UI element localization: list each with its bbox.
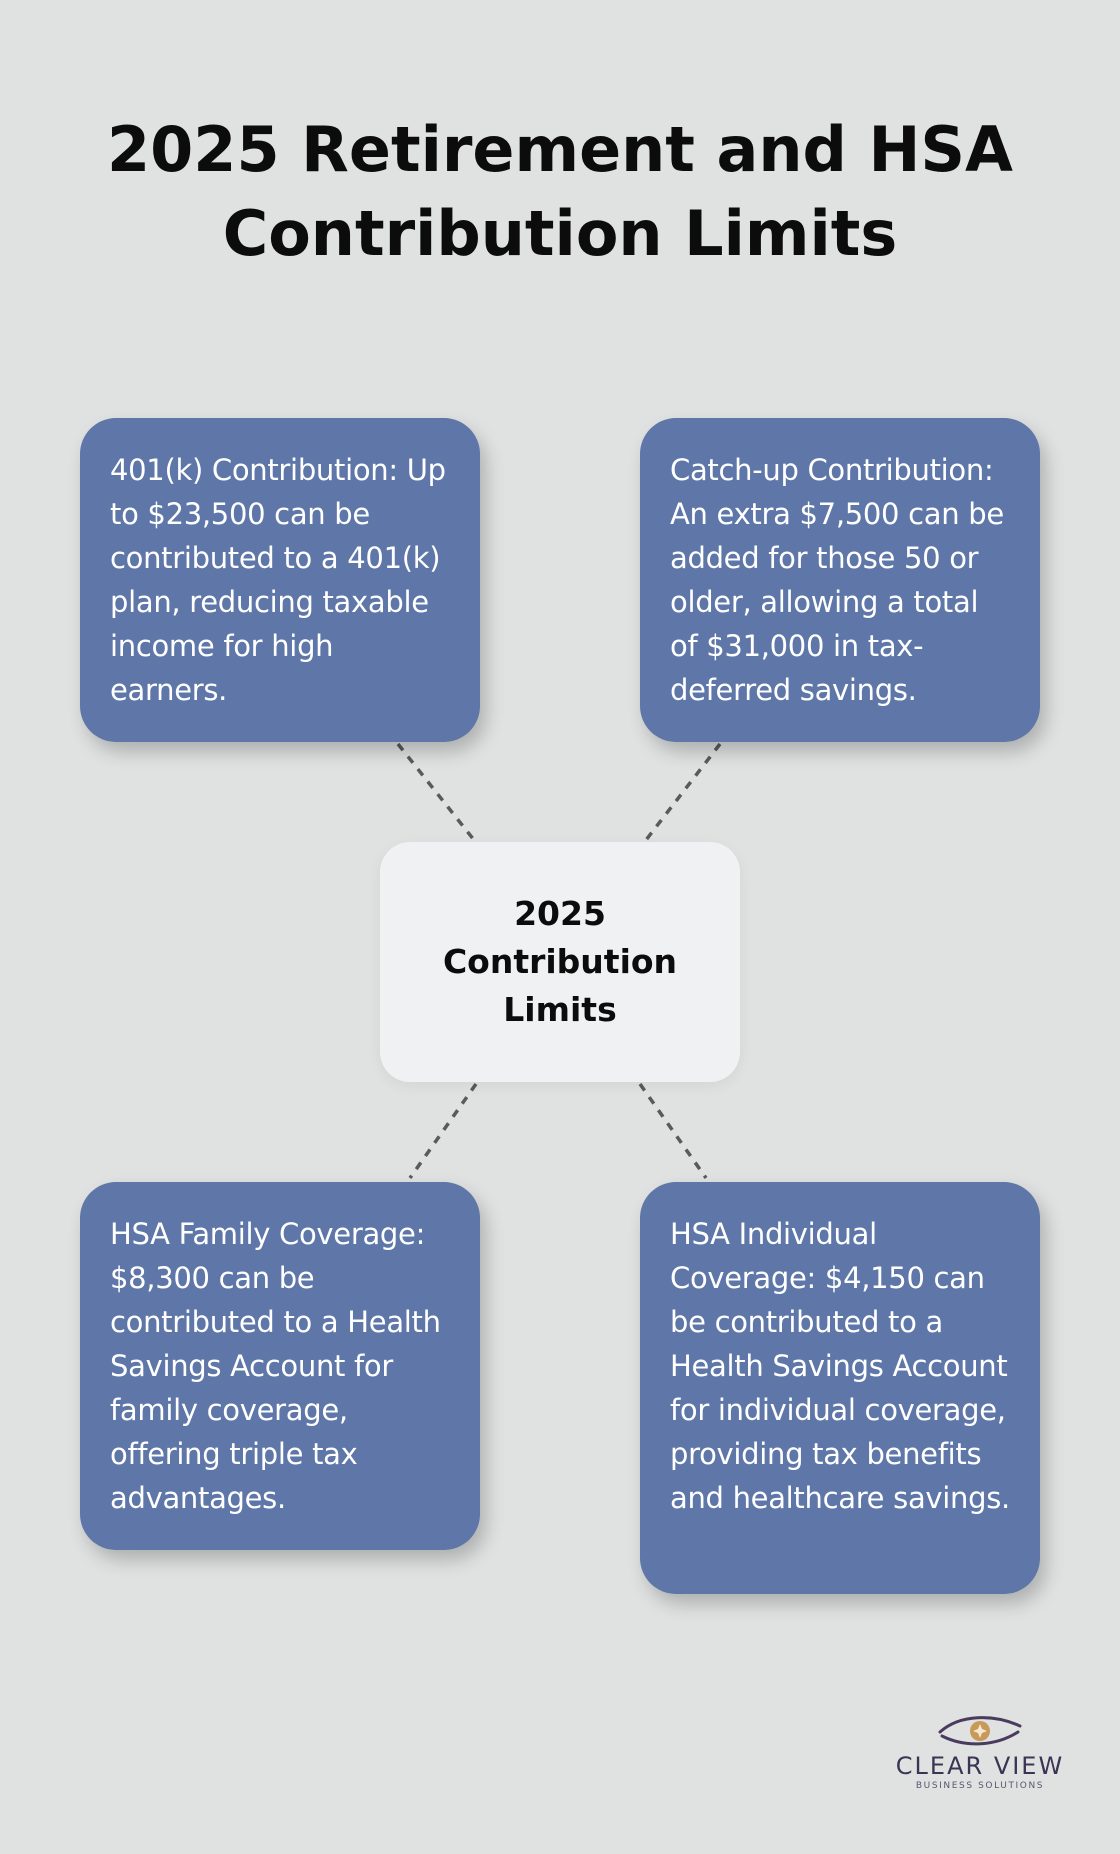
card-catch-up-text: Catch-up Contribution: An extra $7,500 can be added for those 50 or older, allowing a total of $31,000 in tax-deferred savings. [670, 453, 1004, 707]
card-catch-up-contribution [640, 418, 1040, 742]
card-hsa-individual-coverage [640, 1182, 1040, 1594]
eye-logo-icon [932, 1710, 1028, 1750]
connector-top-right [646, 744, 720, 840]
connector-bottom-right [640, 1084, 706, 1178]
card-hsa-family-coverage [80, 1182, 480, 1550]
title-line-1: 2025 Retirement and HSA [107, 113, 1013, 186]
logo-tagline: BUSINESS SOLUTIONS [915, 1781, 1045, 1791]
card-hsa-individual-text: HSA Individual Coverage: $4,150 can be contributed to a Health Savings Account for individual coverage, providing tax benefits and healthcare savings. [670, 1217, 1010, 1515]
title-line-2: Contribution Limits [222, 197, 898, 270]
card-401k-contribution [80, 418, 480, 742]
clear-view-logo [880, 1710, 1080, 1800]
card-hsa-family-text: HSA Family Coverage: $8,300 can be contributed to a Health Savings Account for family coverage, offering triple tax advantages. [110, 1217, 441, 1515]
connector-bottom-left [410, 1084, 476, 1178]
card-401k-text: 401(k) Contribution: Up to $23,500 can be contributed to a 401(k) plan, reducing taxable income for high earners. [110, 453, 446, 707]
logo-name: CLEAR VIEW [895, 1752, 1065, 1780]
center-node-label: 2025 Contribution Limits [442, 894, 678, 1029]
center-node [380, 842, 740, 1082]
connector-top-left [398, 744, 474, 840]
